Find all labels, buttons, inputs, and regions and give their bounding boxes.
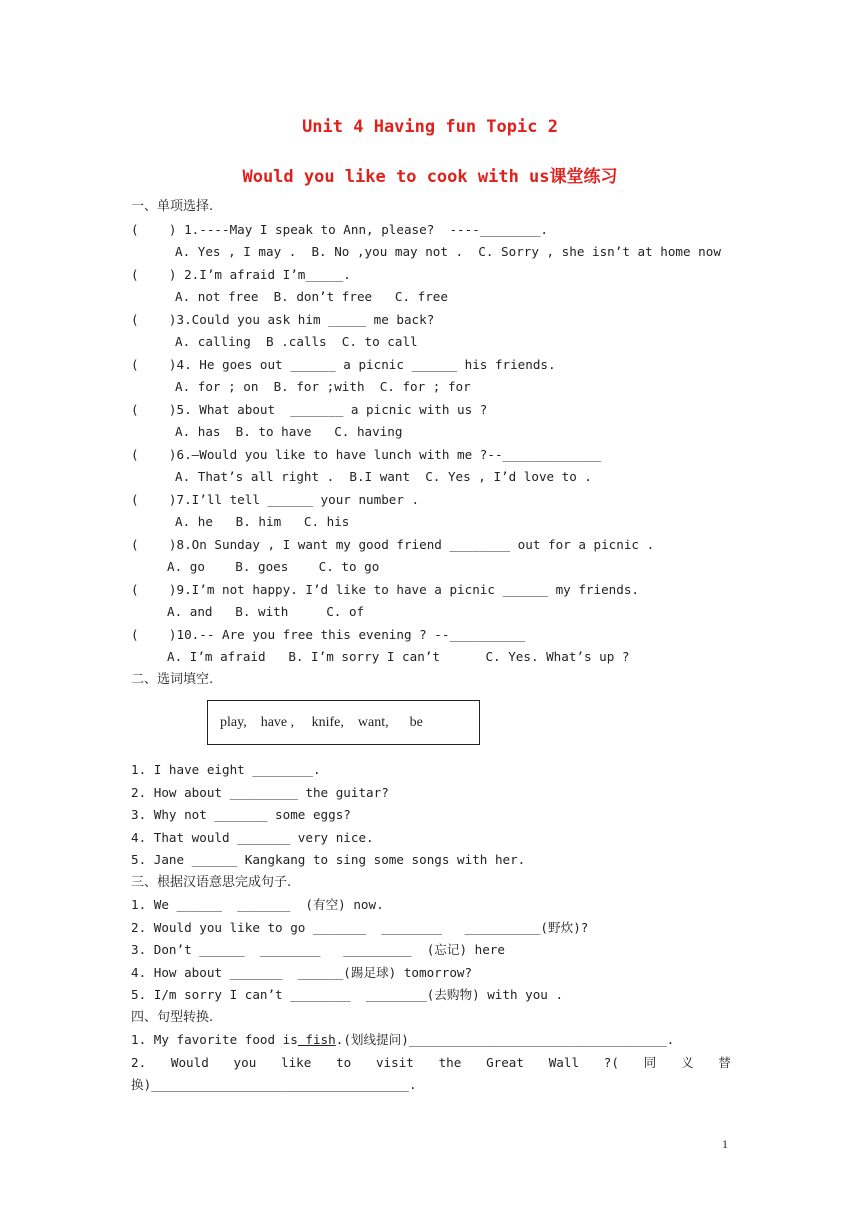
- transform-item-1: [131, 1032, 674, 1048]
- fill-item-1: 1. I have eight ________.: [131, 762, 321, 777]
- transform-word: visit: [375, 1055, 414, 1070]
- translate-item-5: 5. I/m sorry I can’t ________ ________(去购物) with you .: [131, 987, 564, 1002]
- worksheet-title: Unit 4 Having fun Topic 2: [302, 117, 558, 137]
- transform-word: like: [281, 1055, 312, 1070]
- question-2-options: A. not free B. don’t free C. free: [175, 289, 448, 304]
- question-10-options: A. I’m afraid B. I’m sorry I can’t C. Yes. What’s up ?: [167, 649, 630, 664]
- page-number: 1: [722, 1137, 728, 1151]
- question-8-options: A. go B. goes C. to go: [167, 559, 380, 574]
- underlined-word: fish: [297, 1032, 336, 1047]
- transform-word: you: [233, 1055, 257, 1070]
- question-3-stem: ( )3.Could you ask him _____ me back?: [131, 312, 435, 327]
- question-5-options: A. has B. to have C. having: [175, 424, 403, 439]
- section2-heading: 二、选词填空.: [131, 672, 214, 687]
- section1-heading: 一、单项选择.: [131, 199, 214, 214]
- question-4-options: A. for ; on B. for ;with C. for ; for: [175, 379, 471, 394]
- fill-item-3: 3. Why not _______ some eggs?: [131, 807, 351, 822]
- transform-word: 2.: [131, 1055, 147, 1070]
- translate-item-4: 4. How about _______ ______(踢足球) tomorrow?: [131, 965, 473, 980]
- fill-item-4: 4. That would _______ very nice.: [131, 830, 374, 845]
- transform-word: 同: [643, 1055, 657, 1070]
- transform-word: to: [336, 1055, 352, 1070]
- transform-word: ?(: [603, 1055, 619, 1070]
- question-9-options: A. and B. with C. of: [167, 604, 365, 619]
- question-5-stem: ( )5. What about _______ a picnic with us ?: [131, 402, 488, 417]
- worksheet-subtitle: Would you like to cook with us课堂练习: [242, 167, 618, 187]
- fill-item-5: 5. Jane ______ Kangkang to sing some songs with her.: [131, 852, 526, 867]
- transform-word: 义: [680, 1055, 694, 1070]
- question-2-stem: ( ) 2.I’m afraid I’m_____.: [131, 267, 351, 282]
- translate-item-1: 1. We ______ _______ (有空) now.: [131, 897, 384, 912]
- question-1-stem: ( ) 1.----May I speak to Ann, please? ----________.: [131, 222, 549, 237]
- question-7-options: A. he B. him C. his: [175, 514, 350, 529]
- transform-word: Great: [486, 1055, 524, 1070]
- translate-item-3: 3. Don’t ______ ________ _________ (忘记) here: [131, 942, 505, 957]
- question-7-stem: ( )7.I’ll tell ______ your number .: [131, 492, 420, 507]
- word-bank-box: play, have , knife, want, be: [207, 700, 480, 745]
- question-9-stem: ( )9.I’m not happy. I’d like to have a picnic ______ my friends.: [131, 582, 639, 597]
- section3-heading: 三、根据汉语意思完成句子.: [131, 875, 292, 890]
- transform-item-1-suffix: .(划线提问)__________________________________.: [335, 1032, 675, 1047]
- question-6-options: A. That’s all right . B.I want C. Yes , I’d love to .: [175, 469, 593, 484]
- fill-item-2: 2. How about _________ the guitar?: [131, 785, 389, 800]
- question-6-stem: ( )6.—Would you like to have lunch with me ?--_____________: [131, 447, 602, 462]
- transform-item-1-prefix: 1. My favorite food is: [131, 1032, 298, 1047]
- question-3-options: A. calling B .calls C. to call: [175, 334, 418, 349]
- question-10-stem: ( )10.-- Are you free this evening ? --__________: [131, 627, 526, 642]
- question-8-stem: ( )8.On Sunday , I want my good friend ________ out for a picnic .: [131, 537, 655, 552]
- transform-word: Wall: [548, 1055, 580, 1070]
- question-1-options: A. Yes , I may . B. No ,you may not . C. Sorry , she isn’t at home now: [175, 244, 721, 259]
- transform-word: the: [438, 1055, 462, 1070]
- transform-item-2-line1: [131, 1055, 731, 1071]
- translate-item-2: 2. Would you like to go _______ ________ __________(野炊)?: [131, 920, 589, 935]
- transform-word: 替: [718, 1055, 731, 1070]
- section4-heading: 四、句型转换.: [131, 1010, 214, 1025]
- transform-word: Would: [170, 1055, 209, 1070]
- transform-item-2-line2: 换)__________________________________.: [131, 1077, 417, 1092]
- question-4-stem: ( )4. He goes out ______ a picnic ______ his friends.: [131, 357, 556, 372]
